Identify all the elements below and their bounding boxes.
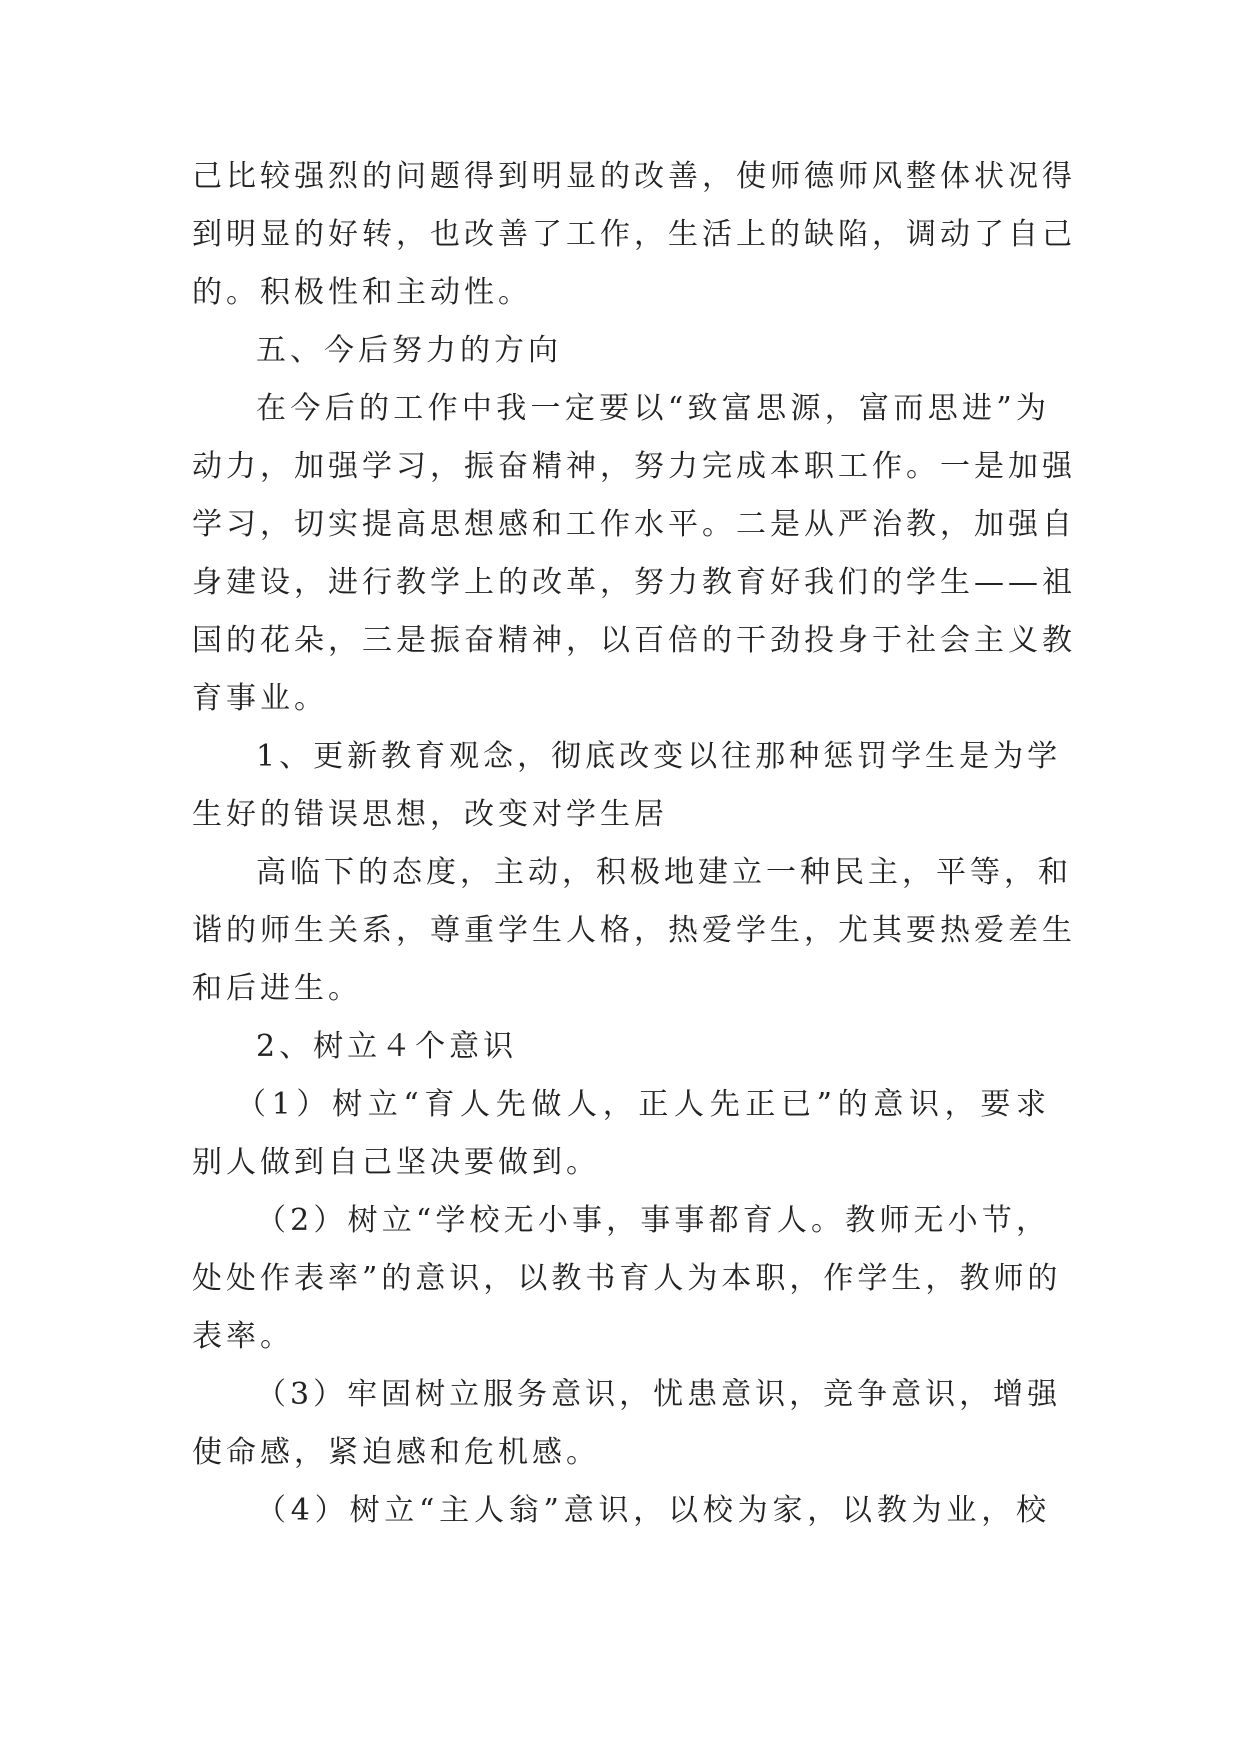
sub-item-1: （1）树立“育人先做人，正人先正已”的意识，要求 bbox=[236, 1087, 1050, 1122]
sub-item-4: （4）树立“主人翁”意识，以校为家，以教为业，校 bbox=[256, 1493, 1050, 1528]
text-line: 高临下的态度，主动，积极地建立一种民主，平等，和 bbox=[256, 855, 1072, 890]
text-line: 学习，切实提高思想感和工作水平。二是从严治教，加强自 bbox=[192, 507, 1076, 542]
section-heading: 五、今后努力的方向 bbox=[256, 333, 562, 368]
text-line: 动力，加强学习，振奋精神，努力完成本职工作。一是加强 bbox=[192, 449, 1076, 484]
list-item-1: 1、更新教育观念，彻底改变以往那种惩罚学生是为学 bbox=[256, 739, 1062, 774]
text-line: 生好的错误思想，改变对学生居 bbox=[192, 797, 668, 832]
text-line: 己比较强烈的问题得到明显的改善，使师德师风整体状况得 bbox=[192, 159, 1076, 194]
sub-item-2: （2）树立“学校无小事，事事都育人。教师无小节， bbox=[256, 1203, 1050, 1238]
text-line: 身建设，进行教学上的改革，努力教育好我们的学生——祖 bbox=[192, 565, 1076, 600]
text-line: 在今后的工作中我一定要以“致富思源，富而思进”为 bbox=[256, 391, 1050, 426]
sub-item-3: （3）牢固树立服务意识，忧患意识，竞争意识，增强 bbox=[256, 1377, 1062, 1412]
text-line: 育事业。 bbox=[192, 681, 328, 716]
text-line: 到明显的好转，也改善了工作，生活上的缺陷，调动了自己 bbox=[192, 217, 1076, 252]
text-line: 谐的师生关系，尊重学生人格，热爱学生，尤其要热爱差生 bbox=[192, 913, 1076, 948]
text-line: 处处作表率”的意识，以教书育人为本职，作学生，教师的 bbox=[192, 1261, 1062, 1296]
document-body bbox=[192, 148, 1076, 1540]
text-line: 别人做到自己坚决要做到。 bbox=[192, 1145, 600, 1180]
text-line: 的。积极性和主动性。 bbox=[192, 275, 532, 310]
text-line: 使命感，紧迫感和危机感。 bbox=[192, 1435, 600, 1470]
list-item-2: 2、树立４个意识 bbox=[256, 1029, 518, 1064]
text-line: 和后进生。 bbox=[192, 971, 362, 1006]
text-line: 国的花朵，三是振奋精神，以百倍的干劲投身于社会主义教 bbox=[192, 623, 1076, 658]
text-line: 表率。 bbox=[192, 1319, 294, 1354]
